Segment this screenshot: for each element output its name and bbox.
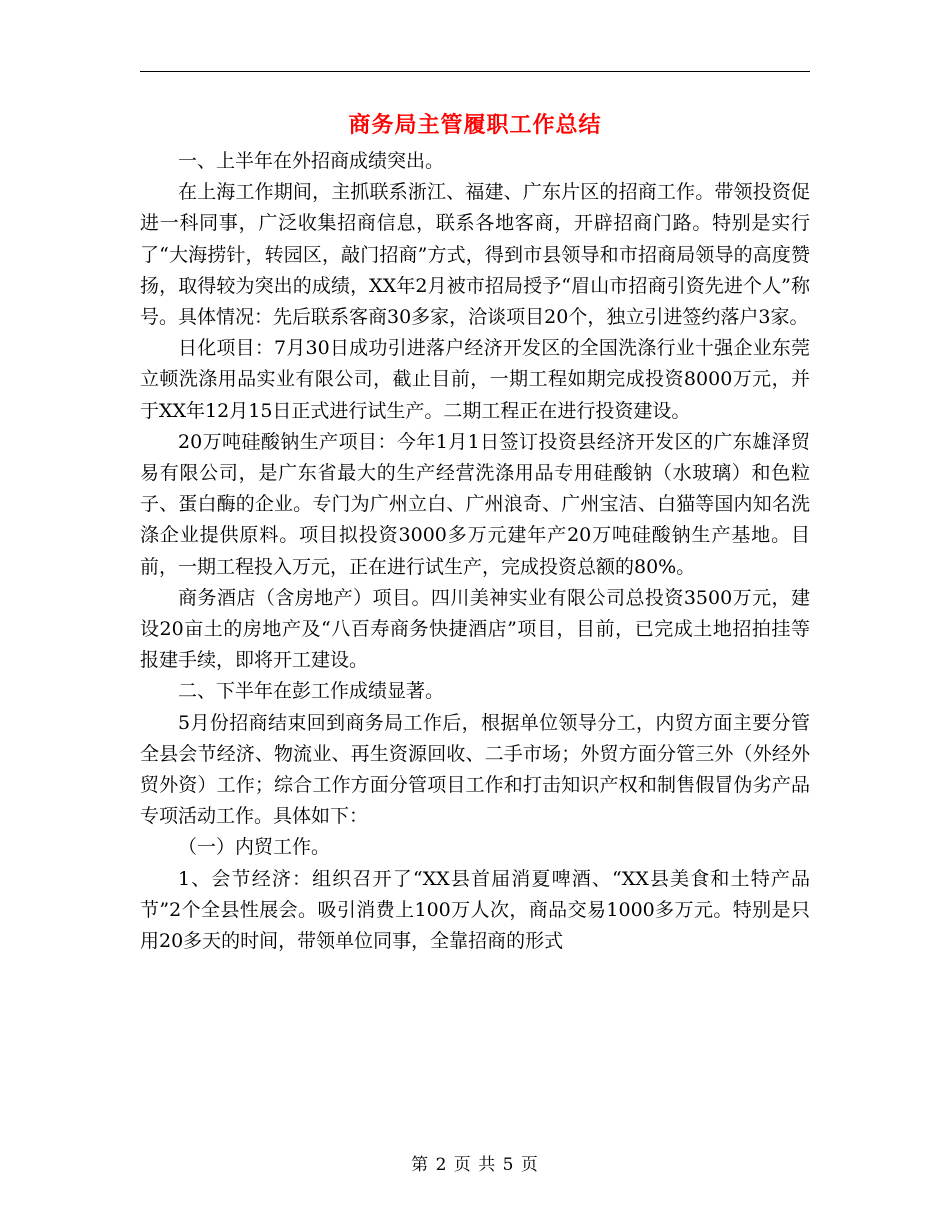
paragraph-7: 5月份招商结束回到商务局工作后，根据单位领导分工，内贸方面主要分管全县会节经济、物流业、再生资源回收、二手市场；外贸方面分管三外（外经外贸外资）工作；综合工作方面分管项目工作和打击知识产权和制售假冒伪劣产品专项活动工作。具体如下： [140, 711, 810, 828]
document-title: 商务局主管履职工作总结 [348, 113, 602, 138]
paragraph-8: （一）内贸工作。 [178, 836, 331, 859]
paragraph-9: 1、会节经济：组织召开了“XX县首届消夏啤酒、“XX县美食和土特产品节”2个全县性展会。吸引消费上100万人次，商品交易1000多万元。特别是只用20多天的时间，带领单位同事，全靠招商的形式 [140, 867, 810, 953]
paragraph-3: 日化项目：7月30日成功引进落户经济开发区的全国洗涤行业十强企业东莞立顿洗涤用品实业有限公司，截止目前，一期工程如期完成投资8000万元，并于XX年12月15日正式进行试生产。二期工程正在进行投资建设。 [140, 337, 810, 422]
paragraph-2: 在上海工作期间，主抓联系浙江、福建、广东片区的招商工作。带领投资促进一科同事，广泛收集招商信息，联系各地客商，开辟招商门路。特别是实行了“大海捞针，转园区，敲门招商”方式，得到市县领导和市招商局领导的高度赞扬，取得较为突出的成绩，XX年2月被市招局授予“眉山市招商引资先进个人”称号。具体情况：先后联系客商30多家，洽谈项目20个，独立引进签约落户3家。 [140, 181, 810, 329]
paragraph-6: 二、下半年在彭工作成绩显著。 [178, 680, 445, 703]
page-number-footer: 第 2 页 共 5 页 [411, 1155, 539, 1175]
paragraph-4: 20万吨硅酸钠生产项目：今年1月1日签订投资县经济开发区的广东雄泽贸易有限公司，是广东省最大的生产经营洗涤用品专用硅酸钠（水玻璃）和色粒子、蛋白酶的企业。专门为广州立白、广州浪奇、广州宝洁、白猫等国内知名洗涤企业提供原料。项目拟投资3000多万元建年产20万吨硅酸钠生产基地。目前，一期工程投入万元，正在进行试生产，完成投资总额的80%。 [140, 430, 810, 578]
header-rule [140, 71, 810, 72]
paragraph-5: 商务酒店（含房地产）项目。四川美神实业有限公司总投资3500万元，建设20亩土的房地产及“八百寿商务快捷酒店”项目，目前，已完成土地招拍挂等报建手续，即将开工建设。 [140, 586, 810, 672]
paragraph-1: 一、上半年在外招商成绩突出。 [178, 150, 445, 172]
document-body [140, 146, 810, 957]
